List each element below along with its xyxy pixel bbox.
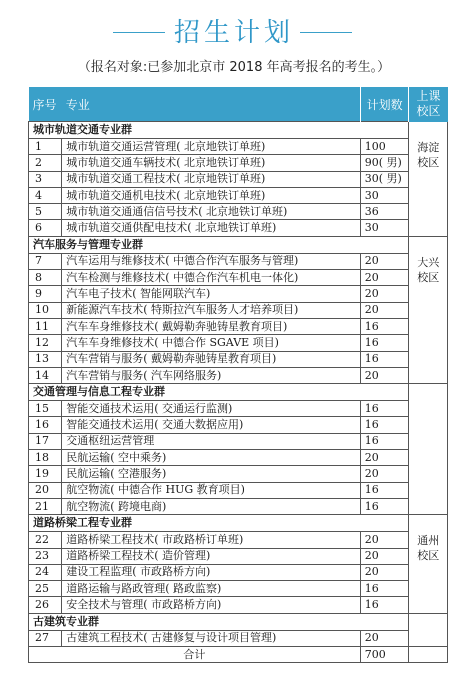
group-header-row xyxy=(29,384,448,401)
table-row xyxy=(29,564,448,580)
row-number: 2 xyxy=(29,155,62,171)
row-number: 14 xyxy=(29,367,62,383)
enrollment-plan-table xyxy=(28,87,448,663)
major-name: 汽车电子技术( 智能网联汽车) xyxy=(62,286,361,302)
total-row xyxy=(29,647,448,663)
row-number: 13 xyxy=(29,351,62,367)
row-number: 5 xyxy=(29,204,62,220)
table-row xyxy=(29,351,448,367)
row-number: 1 xyxy=(29,139,62,155)
table-row xyxy=(29,171,448,187)
plan-count: 20 xyxy=(360,302,409,318)
campus-cell xyxy=(409,613,448,646)
table-row xyxy=(29,367,448,383)
row-number: 23 xyxy=(29,548,62,564)
table-row xyxy=(29,466,448,482)
title-divider-right xyxy=(300,32,352,33)
table-row xyxy=(29,139,448,155)
major-name: 城市轨道交通运营管理( 北京地铁订单班) xyxy=(62,139,361,155)
table-row xyxy=(29,597,448,613)
group-name: 古建筑专业群 xyxy=(29,613,409,630)
plan-count: 16 xyxy=(360,351,409,367)
table-row xyxy=(29,270,448,286)
plan-count: 20 xyxy=(360,630,409,646)
campus-label xyxy=(417,384,439,402)
row-number: 21 xyxy=(29,498,62,514)
table-row xyxy=(29,335,448,351)
group-header-row xyxy=(29,613,448,630)
campus-cell xyxy=(409,384,448,515)
table-row xyxy=(29,286,448,302)
major-name: 古建筑工程技术( 古建修复与设计项目管理) xyxy=(62,630,361,646)
campus-cell xyxy=(409,236,448,383)
major-name: 道路桥梁工程技术( 造价管理) xyxy=(62,548,361,564)
table-row xyxy=(29,450,448,466)
table-row xyxy=(29,630,448,646)
plan-count: 20 xyxy=(360,450,409,466)
table-row xyxy=(29,187,448,203)
major-name: 新能源汽车技术( 特斯拉汽车服务人才培养项目) xyxy=(62,302,361,318)
major-name: 民航运输( 空港服务) xyxy=(62,466,361,482)
title-block xyxy=(0,10,468,50)
plan-count: 16 xyxy=(360,401,409,417)
campus-cell xyxy=(409,515,448,613)
major-name: 航空物流( 跨境电商) xyxy=(62,498,361,514)
total-value: 700 xyxy=(360,647,409,663)
row-number: 7 xyxy=(29,253,62,269)
header-name: 专业 xyxy=(62,87,361,122)
table-row xyxy=(29,401,448,417)
row-number: 24 xyxy=(29,564,62,580)
plan-count: 20 xyxy=(360,532,409,548)
plan-count: 90( 男) xyxy=(360,155,409,171)
table-row xyxy=(29,302,448,318)
row-number: 26 xyxy=(29,597,62,613)
row-number: 20 xyxy=(29,482,62,498)
table-row xyxy=(29,498,448,514)
plan-count: 30( 男) xyxy=(360,171,409,187)
major-name: 城市轨道交通供配电技术( 北京地铁订单班) xyxy=(62,220,361,236)
major-name: 安全技术与管理( 市政路桥方向) xyxy=(62,597,361,613)
table-row xyxy=(29,417,448,433)
campus-label: 通州校区 xyxy=(417,534,440,563)
group-header-row xyxy=(29,236,448,253)
plan-count: 30 xyxy=(360,187,409,203)
plan-count: 16 xyxy=(360,581,409,597)
campus-cell xyxy=(409,122,448,237)
plan-count: 16 xyxy=(360,433,409,449)
table-row xyxy=(29,548,448,564)
major-name: 城市轨道交通机电技术( 北京地铁订单班) xyxy=(62,187,361,203)
major-name: 汽车营销与服务( 汽车网络服务) xyxy=(62,367,361,383)
row-number: 16 xyxy=(29,417,62,433)
major-name: 汽车车身维修技术( 中德合作 SGAVE 项目) xyxy=(62,335,361,351)
major-name: 汽车运用与维修技术( 中德合作汽车服务与管理) xyxy=(62,253,361,269)
table-row xyxy=(29,433,448,449)
plan-count: 20 xyxy=(360,466,409,482)
table-row xyxy=(29,155,448,171)
group-name: 道路桥梁工程专业群 xyxy=(29,515,409,532)
row-number: 22 xyxy=(29,532,62,548)
plan-count: 100 xyxy=(360,139,409,155)
plan-count: 20 xyxy=(360,564,409,580)
row-number: 4 xyxy=(29,187,62,203)
campus-label: 海淀校区 xyxy=(417,140,440,169)
row-number: 9 xyxy=(29,286,62,302)
plan-count: 20 xyxy=(360,548,409,564)
table-row xyxy=(29,318,448,334)
row-number: 27 xyxy=(29,630,62,646)
major-name: 汽车营销与服务( 戴姆勒奔驰铸星教育项目) xyxy=(62,351,361,367)
major-name: 智能交通技术运用( 交通运行监测) xyxy=(62,401,361,417)
header-plan: 计划数 xyxy=(360,87,409,122)
row-number: 18 xyxy=(29,450,62,466)
major-name: 建设工程监理( 市政路桥方向) xyxy=(62,564,361,580)
campus-label: 大兴校区 xyxy=(417,255,440,284)
group-name: 城市轨道交通专业群 xyxy=(29,122,409,139)
table-row xyxy=(29,581,448,597)
major-name: 道路桥梁工程技术( 市政路桥订单班) xyxy=(62,532,361,548)
row-number: 6 xyxy=(29,220,62,236)
plan-count: 16 xyxy=(360,498,409,514)
plan-count: 20 xyxy=(360,270,409,286)
major-name: 城市轨道交通工程技术( 北京地铁订单班) xyxy=(62,171,361,187)
table-row xyxy=(29,253,448,269)
total-campus-empty xyxy=(409,647,448,663)
major-name: 航空物流( 中德合作 HUG 教育项目) xyxy=(62,482,361,498)
row-number: 15 xyxy=(29,401,62,417)
total-label: 合计 xyxy=(29,647,361,663)
table-row xyxy=(29,532,448,548)
plan-count: 30 xyxy=(360,220,409,236)
table-row xyxy=(29,220,448,236)
campus-label xyxy=(417,614,439,632)
major-name: 道路运输与路政管理( 路政监察) xyxy=(62,581,361,597)
table-row xyxy=(29,204,448,220)
row-number: 25 xyxy=(29,581,62,597)
row-number: 19 xyxy=(29,466,62,482)
plan-count: 16 xyxy=(360,417,409,433)
plan-count: 20 xyxy=(360,367,409,383)
major-name: 汽车检测与维修技术( 中德合作汽车机电一体化) xyxy=(62,270,361,286)
plan-count: 36 xyxy=(360,204,409,220)
header-campus: 上课校区 xyxy=(409,87,448,122)
major-name: 交通枢纽运营管理 xyxy=(62,433,361,449)
plan-count: 16 xyxy=(360,318,409,334)
row-number: 10 xyxy=(29,302,62,318)
plan-count: 16 xyxy=(360,482,409,498)
major-name: 智能交通技术运用( 交通大数据应用) xyxy=(62,417,361,433)
plan-count: 16 xyxy=(360,597,409,613)
table-body xyxy=(29,122,448,663)
row-number: 3 xyxy=(29,171,62,187)
group-name: 交通管理与信息工程专业群 xyxy=(29,384,409,401)
major-name: 城市轨道交通通信信号技术( 北京地铁订单班) xyxy=(62,204,361,220)
plan-count: 20 xyxy=(360,253,409,269)
major-name: 汽车车身维修技术( 戴姆勒奔驰铸星教育项目) xyxy=(62,318,361,334)
page-title: 招生计划 xyxy=(173,18,294,48)
row-number: 17 xyxy=(29,433,62,449)
table-header-row xyxy=(29,87,448,122)
page-subtitle: （报名对象:已参加北京市 2018 年高考报名的考生。） xyxy=(77,60,391,75)
header-no: 序号 xyxy=(29,87,62,122)
group-name: 汽车服务与管理专业群 xyxy=(29,236,409,253)
row-number: 8 xyxy=(29,270,62,286)
major-name: 城市轨道交通车辆技术( 北京地铁订单班) xyxy=(62,155,361,171)
plan-count: 20 xyxy=(360,286,409,302)
table-row xyxy=(29,482,448,498)
plan-count: 16 xyxy=(360,335,409,351)
row-number: 12 xyxy=(29,335,62,351)
major-name: 民航运输( 空中乘务) xyxy=(62,450,361,466)
group-header-row xyxy=(29,122,448,139)
row-number: 11 xyxy=(29,318,62,334)
group-header-row xyxy=(29,515,448,532)
